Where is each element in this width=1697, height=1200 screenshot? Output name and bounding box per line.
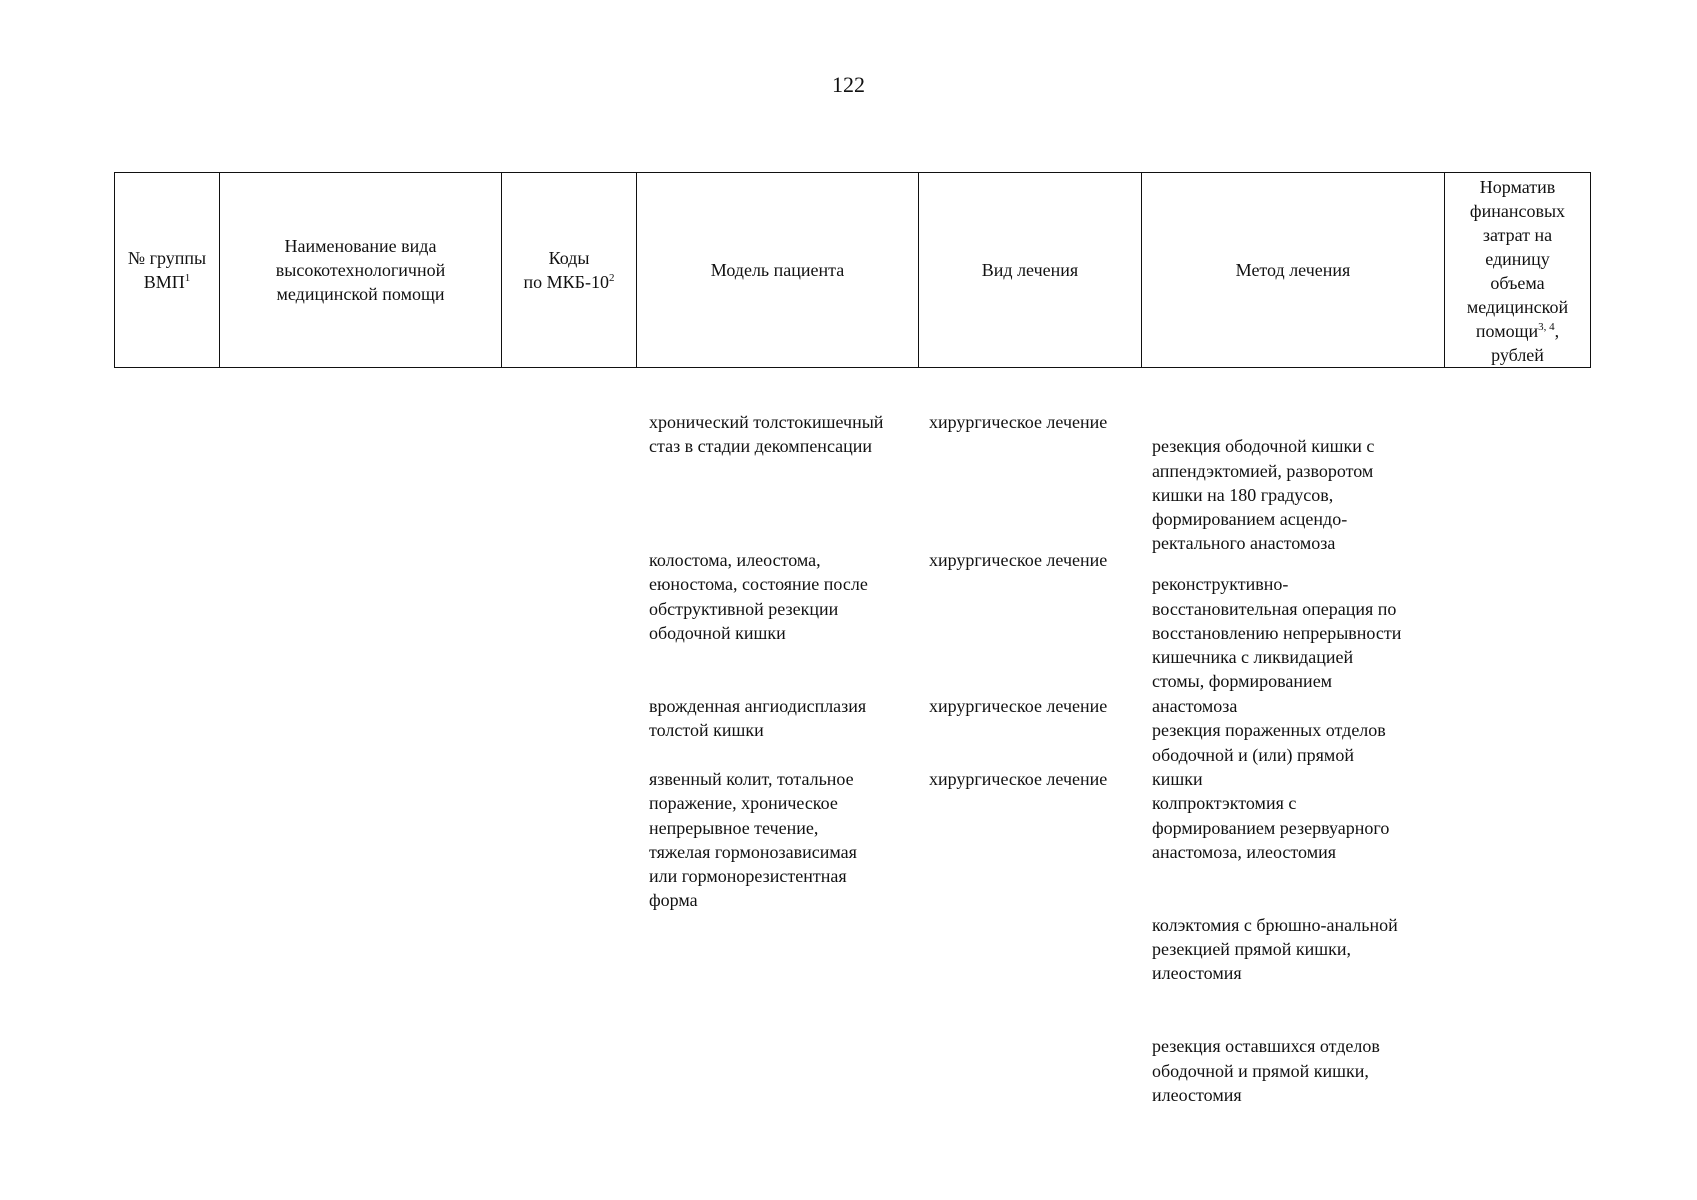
table-row	[0, 548, 1697, 716]
patient-model-cell: колостома, илеостома, еюностома, состояние после обструктивной резекции ободочной кишки	[649, 550, 868, 643]
table-body	[0, 410, 1697, 1105]
treatment-type-cell: хирургическое лечение	[929, 550, 1108, 570]
footnote-mark: 1	[184, 272, 191, 284]
treatment-method: колпроктэктомия с формированием резервуарного анастомоза, илеостомия	[1152, 793, 1390, 862]
treatment-method: резекция пораженных отделов ободочной и (или) прямой кишки	[1152, 720, 1386, 789]
header-cost-norm: Норматив финансовых затрат на единицу объема медицинской помощи$^{3, 4}$, рублей	[1445, 173, 1591, 368]
treatment-method: резекция ободочной кишки с аппендэктомией, разворотом кишки на 180 градусов, формированием асцендо- ректального анастомоза	[1152, 436, 1375, 554]
treatment-method-cell	[1152, 767, 1442, 1131]
footnote-mark: 2	[608, 272, 615, 284]
header-care-name: Наименование вида высокотехнологичной медицинской помощи	[220, 173, 502, 368]
header-patient-model: Модель пациента	[637, 173, 919, 368]
patient-model-cell: язвенный колит, тотальное поражение, хроническое непрерывное течение, тяжелая гормонозависимая или гормонорезистентная форма	[649, 769, 857, 911]
page-number: 122	[832, 72, 865, 97]
treatment-type-cell: хирургическое лечение	[929, 696, 1108, 716]
treatment-method: реконструктивно- восстановительная операция по восстановлению непрерывности кишечника с ликвидацией стомы, формированием анастомоза	[1152, 574, 1402, 716]
table-row	[0, 694, 1697, 789]
table-row	[0, 410, 1697, 554]
patient-model-cell: врожденная ангиодисплазия толстой кишки	[649, 696, 867, 741]
table-row	[0, 767, 1697, 1105]
header-treatment-method: Метод лечения	[1142, 173, 1445, 368]
treatment-method: резекция оставшихся отделов ободочной и прямой кишки, илеостомия	[1152, 1036, 1380, 1105]
header-group-no: № группы ВМП$^1$	[115, 173, 220, 368]
header-icd-codes: Коды по МКБ-$10^2$	[502, 173, 637, 368]
header-treatment-type: Вид лечения	[919, 173, 1142, 368]
treatment-method: колэктомия с брюшно-анальной резекцией прямой кишки, илеостомия	[1152, 914, 1398, 984]
patient-model-cell: хронический толстокишечный стаз в стадии декомпенсации	[649, 412, 884, 457]
table-header	[114, 172, 1591, 368]
footnote-mark: 3, 4	[1538, 321, 1555, 333]
treatment-type-cell: хирургическое лечение	[929, 769, 1108, 789]
treatment-type-cell: хирургическое лечение	[929, 412, 1108, 432]
